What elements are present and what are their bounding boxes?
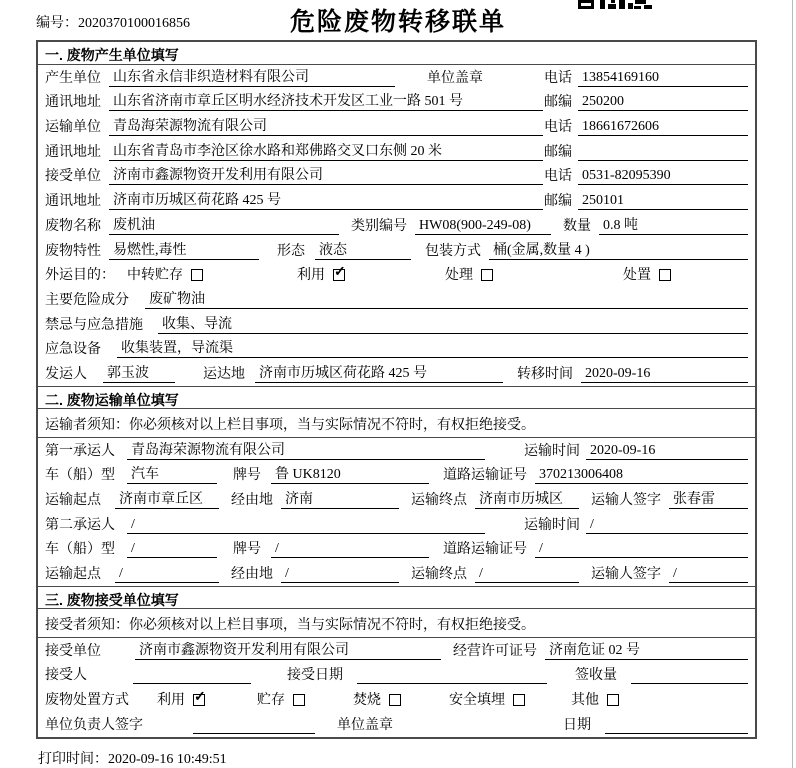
disposal-other-label: 其他: [571, 693, 599, 709]
transporter-unit-value: 青岛海荣源物流有限公司: [109, 118, 543, 136]
emergency-equipment-row: [38, 337, 755, 362]
accept-date-value: [357, 667, 547, 684]
second-carrier-time-label: 运输时间: [524, 517, 580, 533]
disposal-option-utilize: [157, 692, 205, 709]
generator-unit-label: 产生单位: [45, 70, 101, 86]
vehicle2-permit-label: 道路运输证号: [443, 542, 527, 558]
serial-label: 编号：: [36, 16, 78, 31]
second-carrier-label: 第二承运人: [45, 517, 115, 533]
receiver-notice: 接受者须知：你必须核对以上栏目事项，当与实际情况不符时，有权拒绝接受。: [38, 609, 755, 638]
purpose-option-utilize: [297, 267, 345, 284]
waste-name-row: [38, 213, 755, 238]
checkbox-disposal-incinerate: [389, 694, 401, 706]
checkbox-disposal-utilize: [193, 694, 205, 706]
purpose-label: 外运目的：: [45, 268, 115, 284]
checkbox-dispose: [659, 269, 671, 281]
qr-code-fragment: [578, 0, 652, 10]
generator-unit-value: 山东省永信非织造材料有限公司: [109, 69, 395, 87]
packing-value: 桶(金属,数量 4 ): [489, 242, 748, 260]
waste-property-label: 废物特性: [45, 243, 101, 259]
receiver-unit-row: [38, 164, 755, 189]
receiver-zip-value: 250101: [578, 192, 748, 210]
transporter-notice: 运输者须知：你必须核对以上栏目事项，当与实际情况不符时，有权拒绝接受。: [38, 409, 755, 438]
destination-label: 运达地: [203, 366, 245, 382]
first-carrier-time-group: [524, 442, 748, 460]
first-carrier-value: 青岛海荣源物流有限公司: [127, 442, 485, 460]
route1-end-value: 济南市历城区: [475, 491, 579, 509]
vehicle1-plate-value: 鲁 UK8120: [271, 466, 429, 484]
checkbox-disposal-landfill: [513, 694, 525, 706]
purpose-option-transfer-storage: [127, 267, 203, 284]
checkbox-utilize: [333, 269, 345, 281]
first-carrier-label: 第一承运人: [45, 443, 115, 459]
print-time-line: [38, 748, 227, 768]
destination-value: 济南市历城区荷花路 425 号: [255, 365, 503, 383]
transport-purpose-row: [38, 263, 755, 288]
transfer-time-label: 转移时间: [517, 366, 573, 382]
unit-seal-label: 单位盖章: [427, 70, 483, 86]
emergency-measures-row: [38, 312, 755, 337]
waste-qty-value: 0.8 吨: [599, 217, 748, 235]
transporter-address-label: 通讯地址: [45, 144, 101, 160]
disposal-option-store: [257, 692, 305, 709]
waste-name-value: 废机油: [109, 217, 339, 235]
disposal-incinerate-label: 焚烧: [353, 693, 381, 709]
route1-via-value: 济南: [281, 491, 399, 509]
packing-label: 包装方式: [425, 243, 481, 259]
receiver-zip-group: [544, 192, 748, 210]
route2-row: [38, 561, 755, 586]
route1-row: [38, 487, 755, 512]
disposal-option-incinerate: [353, 692, 401, 709]
disposal-method-label: 废物处置方式: [45, 693, 129, 709]
page-title: 危险废物转移联单: [289, 9, 507, 36]
disposal-option-landfill: [449, 692, 525, 709]
generator-zip-label: 邮编: [544, 95, 572, 111]
waste-form-label: 形态: [277, 243, 305, 259]
section2-header: 二. 废物运输单位填写: [38, 386, 755, 409]
unit-seal2-label: 单位盖章: [337, 717, 393, 733]
transporter-unit-label: 运输单位: [45, 120, 101, 136]
generator-zip-value: 250200: [578, 93, 748, 111]
receiver-unit-label: 接受单位: [45, 169, 101, 185]
transporter-zip-label: 邮编: [544, 144, 572, 160]
route2-via-value: /: [281, 565, 399, 583]
shipper-value: 郭玉波: [103, 365, 175, 383]
route1-origin-label: 运输起点: [45, 493, 101, 508]
serial-number-line: [36, 12, 190, 32]
route2-sign-value: /: [669, 565, 748, 583]
transporter-phone-value: 18661672606: [578, 118, 748, 136]
second-carrier-row: [38, 512, 755, 537]
transporter-zip-value: [578, 144, 748, 161]
generator-zip-group: [544, 93, 748, 111]
transporter-address-value: 山东省青岛市李沧区徐水路和郑佛路交叉口东侧 20 米: [109, 143, 543, 161]
vehicle2-permit-value: /: [535, 540, 748, 558]
purpose-dispose-label: 处置: [623, 268, 651, 284]
route2-via-label: 经由地: [231, 567, 273, 583]
vehicle1-row: [38, 463, 755, 488]
generator-phone-label: 电话: [544, 70, 572, 86]
recipient-label: 接受人: [45, 668, 87, 684]
purpose-option-dispose: [623, 267, 671, 284]
main-component-value: 废矿物油: [145, 291, 748, 309]
disposal-utilize-label: 利用: [157, 693, 185, 709]
transporter-phone-label: 电话: [544, 120, 572, 136]
purpose-option-treat: [445, 267, 493, 284]
main-component-row: [38, 287, 755, 312]
receiver-address-value: 济南市历城区荷花路 425 号: [109, 192, 543, 210]
vehicle2-plate-label: 牌号: [233, 542, 261, 558]
accepting-unit-label: 接受单位: [45, 643, 101, 659]
second-carrier-time-value: /: [586, 516, 748, 534]
responsible-signature-label: 单位负责人签字: [45, 717, 143, 733]
section1-header: 一. 废物产生单位填写: [38, 42, 755, 65]
generator-unit-row: [38, 65, 755, 90]
recipient-value: [133, 667, 251, 684]
generator-phone-group: [544, 69, 748, 87]
receiver-zip-label: 邮编: [544, 194, 572, 210]
responsible-signature-value: [193, 717, 315, 734]
purpose-transfer-storage-label: 中转贮存: [127, 268, 183, 284]
vehicle1-type-value: 汽车: [127, 466, 217, 484]
checkbox-transfer-storage: [191, 269, 203, 281]
emergency-measures-value: 收集、导流: [158, 316, 748, 334]
waste-qty-label: 数量: [563, 218, 591, 234]
shipper-row: [38, 361, 755, 386]
recipient-row: [38, 663, 755, 688]
second-carrier-value: /: [127, 516, 485, 534]
receiver-address-row: [38, 188, 755, 213]
receiver-address-label: 通讯地址: [45, 194, 101, 210]
transporter-unit-row: [38, 114, 755, 139]
checkbox-disposal-other: [607, 694, 619, 706]
waste-category-value: HW08(900-249-08): [415, 217, 551, 235]
sign-date-label: 日期: [563, 717, 591, 733]
disposal-option-other: [571, 692, 619, 709]
vehicle2-row: [38, 537, 755, 562]
generator-address-label: 通讯地址: [45, 95, 101, 111]
vehicle1-permit-label: 道路运输证号: [443, 468, 527, 484]
section3-header: 三. 废物接受单位填写: [38, 586, 755, 609]
signed-qty-value: [631, 667, 748, 684]
generator-phone-value: 13854169160: [578, 69, 748, 87]
receiver-unit-value: 济南市鑫源物资开发利用有限公司: [109, 167, 543, 185]
page-edge-line: [792, 0, 793, 768]
license-label: 经营许可证号: [453, 643, 537, 659]
route2-origin-value: /: [115, 565, 219, 583]
route1-end-label: 运输终点: [411, 493, 467, 508]
responsible-signature-row: [38, 712, 755, 737]
second-carrier-time-group: [524, 516, 748, 534]
accepting-unit-value: 济南市鑫源物资开发利用有限公司: [135, 642, 441, 660]
route1-origin-value: 济南市章丘区: [115, 491, 219, 509]
purpose-treat-label: 处理: [445, 268, 473, 284]
emergency-measures-label: 禁忌与应急措施: [45, 317, 143, 333]
transporter-zip-group: [544, 144, 748, 161]
purpose-utilize-label: 利用: [297, 268, 325, 284]
first-carrier-row: [38, 438, 755, 463]
waste-property-value: 易燃性,毒性: [109, 242, 259, 260]
print-time-label: 打印时间：: [38, 752, 108, 767]
main-component-label: 主要危险成分: [45, 292, 129, 308]
route2-sign-label: 运输人签字: [591, 567, 661, 583]
waste-form-value: 液态: [315, 242, 411, 260]
vehicle1-type-label: 车（船）型: [45, 468, 115, 484]
waste-property-row: [38, 238, 755, 263]
vehicle2-type-label: 车（船）型: [45, 542, 115, 558]
route2-end-label: 运输终点: [411, 567, 467, 583]
transporter-address-row: [38, 139, 755, 164]
signed-qty-label: 签收量: [575, 668, 617, 684]
emergency-equipment-value: 收集装置，导流渠: [117, 340, 748, 358]
waste-category-label: 类别编号: [351, 218, 407, 234]
transporter-phone-group: [544, 118, 748, 136]
disposal-landfill-label: 安全填埋: [449, 693, 505, 709]
sign-date-value: [605, 717, 748, 734]
disposal-method-row: [38, 687, 755, 712]
receiver-phone-value: 0531-82095390: [578, 167, 748, 185]
receiver-phone-group: [544, 167, 748, 185]
shipper-label: 发运人: [45, 366, 87, 382]
disposal-store-label: 贮存: [257, 693, 285, 709]
vehicle2-type-value: /: [127, 540, 217, 558]
generator-address-value: 山东省济南市章丘区明水经济技术开发区工业一路 501 号: [109, 93, 543, 111]
print-time-value: 2020-09-16 10:49:51: [108, 752, 227, 767]
serial-number: 2020370100016856: [78, 16, 190, 31]
first-carrier-time-label: 运输时间: [524, 443, 580, 459]
route2-origin-label: 运输起点: [45, 567, 101, 583]
accepting-unit-row: [38, 638, 755, 663]
first-carrier-time-value: 2020-09-16: [586, 442, 748, 460]
transfer-time-value: 2020-09-16: [581, 365, 748, 383]
checkbox-treat: [481, 269, 493, 281]
emergency-equipment-label: 应急设备: [45, 342, 101, 358]
transfer-form-table: [36, 40, 757, 739]
checkbox-disposal-store: [293, 694, 305, 706]
receiver-phone-label: 电话: [544, 169, 572, 185]
accept-date-label: 接受日期: [287, 668, 343, 684]
route1-sign-label: 运输人签字: [591, 493, 661, 508]
vehicle2-plate-value: /: [271, 540, 429, 558]
waste-name-label: 废物名称: [45, 218, 101, 234]
vehicle1-permit-value: 370213006408: [535, 466, 748, 484]
route1-via-label: 经由地: [231, 493, 273, 508]
vehicle1-plate-label: 牌号: [233, 468, 261, 484]
license-value: 济南危证 02 号: [545, 642, 748, 660]
route1-sign-value: 张春雷: [669, 491, 748, 509]
generator-address-row: [38, 90, 755, 115]
route2-end-value: /: [475, 565, 579, 583]
